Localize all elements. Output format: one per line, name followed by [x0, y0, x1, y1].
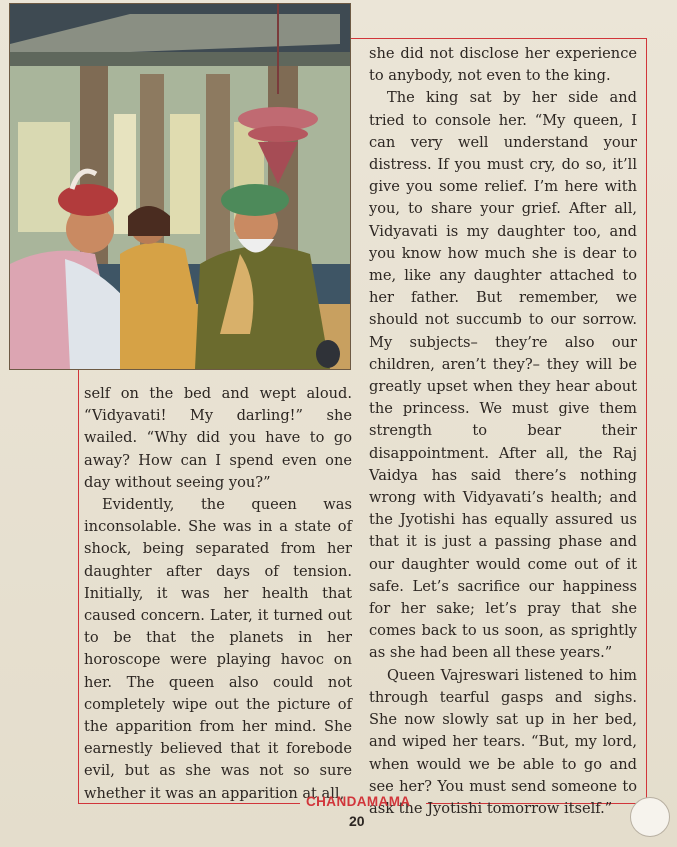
paragraph: she did not disclose her experience to anybody, not even to the king.	[369, 45, 637, 85]
paragraph: Queen Vajreswari listened to him through tearful gasps and sighs. She now slowly sat up in her bed, and wiped her tears. “But, my lord, when would we be able to go and see her? You must send someone to ask the Jyotishi tomorrow itself.”	[369, 666, 637, 817]
text-column-right	[369, 43, 637, 820]
frame-line-top-right	[349, 38, 647, 39]
paragraph: Evidently, the queen was inconsolable. She was in a state of shock, being separated from her daughter after days of tension. Initially, it was her health that caused concern. Later, it turned out to be that the planets in her horoscope were playing havoc on her. The queen also could not completely wipe out the picture of the apparition from her mind. She earnestly believed that it forebode evil, but as she was not so sure whether it was an apparition at all,	[84, 496, 352, 802]
magazine-title-footer: CHANDAMAMA	[306, 794, 411, 809]
frame-line-left	[78, 368, 79, 804]
text-column-left	[84, 383, 352, 805]
illustration-panel	[9, 3, 351, 370]
library-stamp-icon	[630, 797, 670, 837]
illustration-queen-king-maid-icon	[10, 4, 350, 369]
frame-line-right	[646, 38, 647, 804]
page-number: 20	[349, 813, 365, 829]
paragraph: The king sat by her side and tried to console her. “My queen, I can very well understand your distress. If you must cry, do so, it’ll give you some relief. I’m here with you, to share your grief. After all, Vidyavati is my daughter too, and you know how much she is dear to me, like any daughter attached to her father. But remember, we should not succumb to our sorrow. My subjects– they’re also our children, aren’t they?– they will be greatly upset when they hear about the princess. We must give them strength to bear their disappointment. After all, the Raj Vaidya has said there’s nothing wrong with Vidyavati’s health; and the Jyotishi has equally assured us that it is just a passing phase and our daughter would come out of it safe. Let’s sacrifice our happiness for her sake; let’s pray that she comes back to us soon, as sprightly as she had been all these years.”	[369, 89, 637, 662]
paragraph: self on the bed and wept aloud. “Vidyavati! My darling!” she wailed. “Why did you have to go away? How can I spend even one day without seeing you?”	[84, 385, 352, 491]
